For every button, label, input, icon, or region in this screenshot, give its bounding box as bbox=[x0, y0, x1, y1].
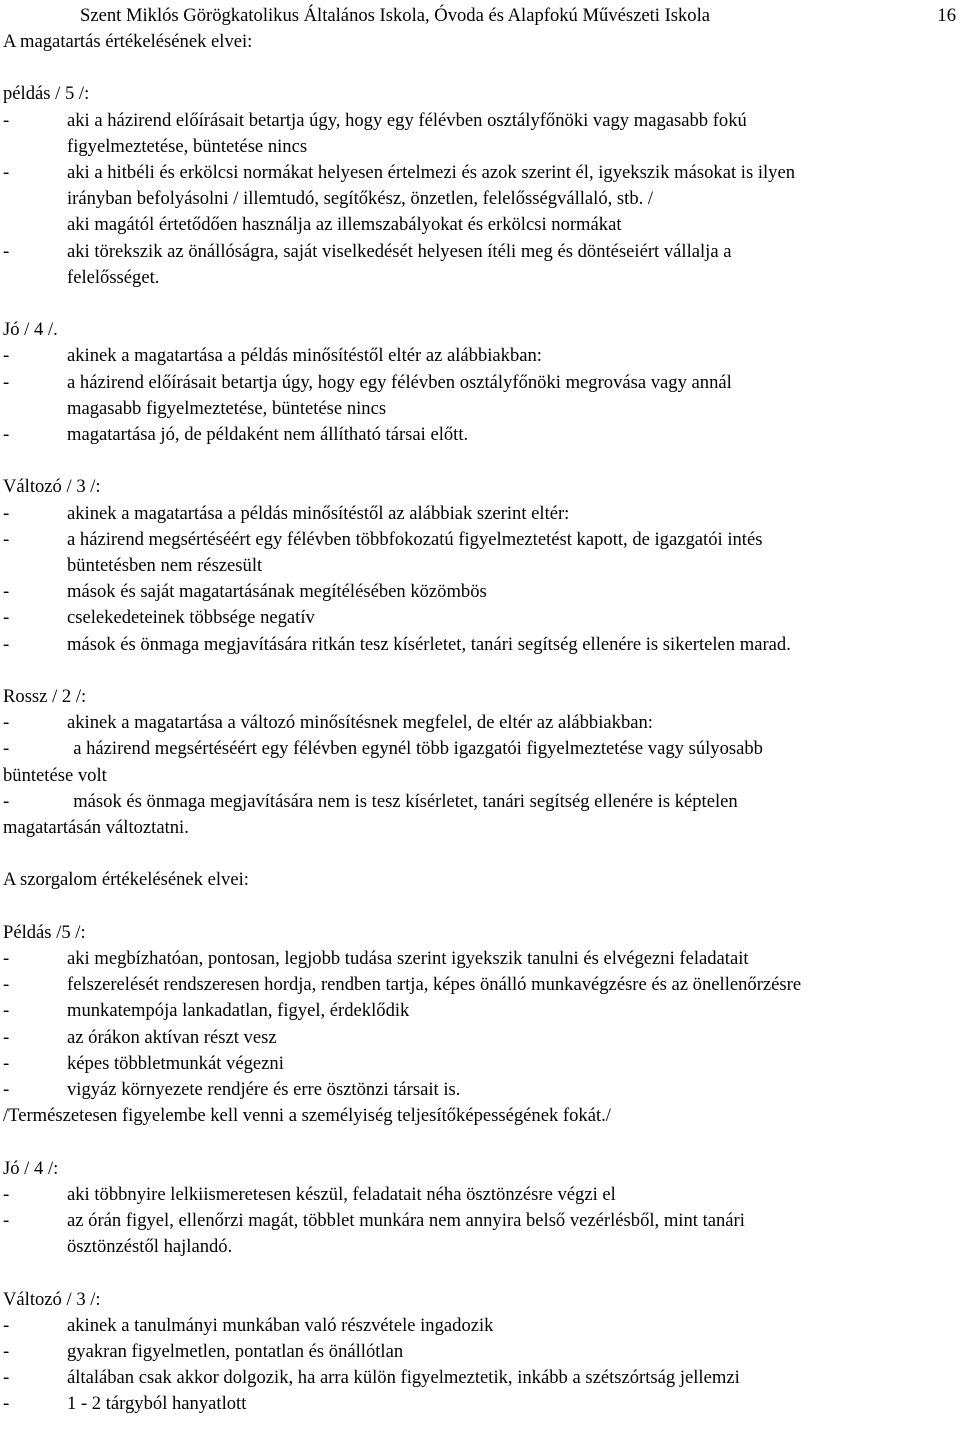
list-item bbox=[3, 789, 958, 841]
list-item bbox=[3, 605, 958, 631]
list-dash: - bbox=[3, 1367, 10, 1389]
list-dash: - bbox=[3, 162, 10, 183]
list-item bbox=[3, 1339, 958, 1365]
list-item bbox=[3, 579, 958, 605]
list-dash: - bbox=[3, 1341, 10, 1363]
list-item-text: figyelmeztetése, büntetése nincs bbox=[67, 135, 308, 157]
grade-section bbox=[3, 920, 958, 1130]
list-item-text: cselekedeteinek többsége negatív bbox=[67, 607, 315, 629]
list-item bbox=[3, 632, 958, 658]
list-item-text: mások és saját magatartásának megítélésében közömbös bbox=[67, 581, 487, 603]
grade-heading: Rossz / 2 /: bbox=[3, 686, 87, 708]
blank-line bbox=[3, 291, 958, 317]
list-item-text: aki megbízhatóan, pontosan, legjobb tudása szerint igyekszik tanulni és elvégezni feladatait bbox=[67, 948, 749, 970]
list-dash: - bbox=[3, 424, 10, 446]
grade-heading: Jó / 4 /: bbox=[3, 1157, 59, 1179]
blank-line bbox=[3, 1129, 958, 1155]
list-item bbox=[3, 343, 958, 369]
list-item bbox=[3, 1182, 958, 1208]
grade-heading: Példás /5 /: bbox=[3, 921, 86, 943]
list-dash: - bbox=[3, 1393, 10, 1415]
list-item bbox=[3, 1025, 958, 1051]
list-item bbox=[3, 1391, 958, 1417]
grade-heading: Változó / 3 /: bbox=[3, 476, 101, 498]
list-item-text: aki magától értetődően használja az illemszabályokat és erkölcsi normákat bbox=[67, 214, 622, 236]
list-dash: - bbox=[3, 948, 10, 970]
list-dash: - bbox=[3, 109, 10, 131]
list-dash: - bbox=[3, 371, 10, 393]
list-item-text: a házirend megsértéséért egy félévben többfokozatú figyelmeztetést kapott, de igazgatói intés bbox=[67, 528, 763, 550]
list-item-text: képes többletmunkát végezni bbox=[67, 1052, 284, 1074]
list-dash: - bbox=[3, 1210, 10, 1232]
list-dash: - bbox=[3, 1079, 10, 1101]
list-item-text: magasabb figyelmeztetése, büntetése nincs bbox=[67, 397, 387, 419]
blank-line bbox=[3, 841, 958, 867]
document-body bbox=[3, 29, 958, 1418]
grade-heading: Jó / 4 /. bbox=[3, 319, 58, 341]
list-dash: - bbox=[3, 581, 10, 603]
list-item-text: általában csak akkor dolgozik, ha arra külön figyelmeztetik, inkább a szétszórtság jellemzi bbox=[67, 1367, 740, 1389]
page-number: 16 bbox=[937, 5, 956, 26]
list-item-text: magatartásán változtatni. bbox=[3, 817, 189, 839]
list-item-text: felelősséget. bbox=[67, 266, 160, 288]
list-item-text: az órákon aktívan részt vesz bbox=[67, 1026, 277, 1048]
list-item-text: büntetésben nem részesült bbox=[67, 555, 263, 577]
list-item bbox=[3, 1051, 958, 1077]
blank-line bbox=[3, 894, 958, 920]
section-title-block bbox=[3, 29, 958, 55]
list-item-text: ösztönzéstől hajlandó. bbox=[67, 1236, 233, 1258]
list-item bbox=[3, 239, 958, 291]
list-dash: - bbox=[3, 607, 10, 629]
list-item bbox=[3, 736, 958, 788]
list-item-text: büntetése volt bbox=[3, 764, 107, 786]
grade-section bbox=[3, 1156, 958, 1261]
list-dash: - bbox=[3, 712, 10, 734]
list-item-text: irányban befolyásolni / illemtudó, segítőkész, önzetlen, felelősségvállaló, stb. / bbox=[67, 188, 654, 210]
list-dash: - bbox=[3, 1000, 10, 1022]
section-title-block bbox=[3, 867, 958, 893]
list-item-text: aki többnyire lelkiismeretesen készül, feladatait néha ösztönzésre végzi el bbox=[67, 1183, 616, 1205]
list-dash: - bbox=[3, 633, 10, 655]
list-item bbox=[3, 108, 958, 160]
list-item bbox=[3, 972, 958, 998]
list-item-text: mások és önmaga megjavítására ritkán tesz kísérletet, tanári segítség ellenére is sikertelen marad. bbox=[67, 633, 791, 655]
school-name: Szent Miklós Görögkatolikus Általános Iskola, Óvoda és Alapfokú Művészeti Iskola bbox=[80, 5, 711, 26]
list-item-text: a házirend előírásait betartja úgy, hogy egy félévben osztályfőnöki megrovása vagy annál bbox=[67, 371, 732, 393]
page-header bbox=[0, 3, 960, 29]
list-dash: - bbox=[3, 345, 10, 367]
list-item-text: 1 - 2 tárgyból hanyatlott bbox=[67, 1393, 247, 1415]
list-dash: - bbox=[3, 1183, 10, 1205]
blank-line bbox=[3, 1260, 958, 1286]
list-item bbox=[3, 501, 958, 527]
grade-section bbox=[3, 684, 958, 841]
list-dash: - bbox=[3, 528, 10, 550]
list-item-text: akinek a magatartása a példás minősítéstől az alábbiak szerint eltér: bbox=[67, 502, 570, 524]
list-item-text: felszerelését rendszeresen hordja, rendben tartja, képes önálló munkavégzésre és az önellenőrzésre bbox=[67, 974, 802, 996]
list-dash: - bbox=[3, 1052, 10, 1074]
note-text: /Természetesen figyelembe kell venni a személyiség teljesítőképességének fokát./ bbox=[3, 1105, 611, 1127]
list-item bbox=[3, 1077, 958, 1103]
list-item bbox=[3, 370, 958, 422]
grade-heading: Változó / 3 /: bbox=[3, 1288, 101, 1310]
list-item bbox=[3, 527, 958, 579]
list-item-text: akinek a magatartása a példás minősítéstől eltér az alábbiakban: bbox=[67, 345, 542, 367]
list-item bbox=[3, 160, 958, 239]
section-title: A magatartás értékelésének elvei: bbox=[3, 31, 253, 52]
list-item bbox=[3, 422, 958, 448]
list-item bbox=[3, 998, 958, 1024]
list-item-text: a házirend megsértéséért egy félévben egynél több igazgatói figyelmeztetése vagy súlyosabb bbox=[73, 738, 763, 760]
blank-line bbox=[3, 658, 958, 684]
list-dash: - bbox=[3, 738, 10, 760]
list-item bbox=[3, 710, 958, 736]
list-dash: - bbox=[3, 790, 10, 812]
list-dash: - bbox=[3, 240, 10, 262]
grade-section bbox=[3, 81, 958, 291]
list-item bbox=[3, 1313, 958, 1339]
list-item-text: akinek a tanulmányi munkában való részvétele ingadozik bbox=[67, 1314, 494, 1336]
list-item-text: aki törekszik az önállóságra, saját viselkedését helyesen ítéli meg és döntéseiért vállalja a bbox=[67, 240, 732, 262]
list-item bbox=[3, 1208, 958, 1260]
grade-section bbox=[3, 1287, 958, 1418]
grade-section bbox=[3, 317, 958, 448]
list-dash: - bbox=[3, 502, 10, 524]
blank-line bbox=[3, 448, 958, 474]
list-item-text: gyakran figyelmetlen, pontatlan és önállótlan bbox=[67, 1341, 404, 1363]
list-dash: - bbox=[3, 974, 10, 996]
list-item bbox=[3, 946, 958, 972]
list-item-text: aki a házirend előírásait betartja úgy, hogy egy félévben osztályfőnöki vagy magasabb fokú bbox=[67, 109, 747, 131]
list-dash: - bbox=[3, 1314, 10, 1336]
list-item bbox=[3, 1365, 958, 1391]
grade-section bbox=[3, 474, 958, 657]
list-dash: - bbox=[3, 1026, 10, 1048]
grade-heading: példás / 5 /: bbox=[3, 83, 90, 105]
list-item-text: aki a hitbéli és erkölcsi normákat helyesen értelmezi és azok szerint él, igyekszik másokat is ilyen bbox=[67, 162, 796, 183]
blank-line bbox=[3, 55, 958, 81]
list-item-text: az órán figyel, ellenőrzi magát, többlet munkára nem annyira belső vezérlésből, mint tanári bbox=[67, 1210, 745, 1232]
list-item-text: magatartása jó, de példaként nem állítható társai előtt. bbox=[67, 424, 469, 446]
list-item-text: akinek a magatartása a változó minősítésnek megfelel, de eltér az alábbiakban: bbox=[67, 712, 653, 734]
section-title: A szorgalom értékelésének elvei: bbox=[3, 869, 249, 891]
list-item-text: munkatempója lankadatlan, figyel, érdeklődik bbox=[67, 1000, 410, 1022]
list-item-text: mások és önmaga megjavítására nem is tesz kísérletet, tanári segítség ellenére is képtelen bbox=[73, 790, 738, 812]
list-item-text: vigyáz környezete rendjére és erre ösztönzi társait is. bbox=[67, 1079, 461, 1101]
